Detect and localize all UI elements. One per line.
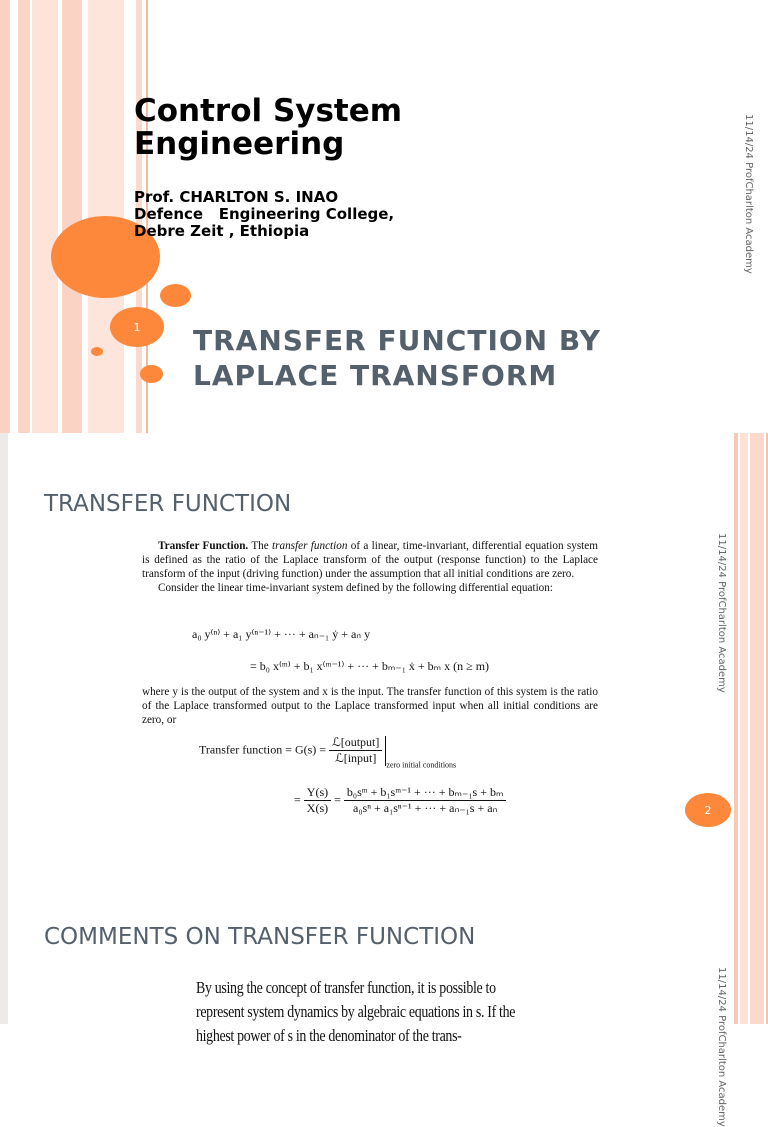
decor-circle	[140, 365, 163, 383]
tf-condition: zero initial conditions	[386, 760, 457, 770]
decor-stripe	[750, 433, 764, 866]
slide-heading: COMMENTS ON TRANSFER FUNCTION	[44, 924, 476, 950]
decor-stripe	[750, 866, 764, 1024]
textbook-excerpt-2	[142, 685, 598, 727]
author-location: Debre Zeit , Ethiopia	[134, 222, 310, 240]
decor-circle	[160, 284, 191, 307]
textbook-excerpt: By using the concept of transfer function, it is possible to represent system dynamics by algebraic equations in s. If the highest power of s in the denominator of the trans-	[196, 978, 516, 1045]
decor-stripe	[32, 0, 58, 433]
textbook-excerpt	[142, 539, 598, 595]
tf2-lhs-denominator: X(s)	[306, 801, 329, 815]
decor-stripe	[18, 0, 30, 433]
author-name: Prof. CHARLTON S. INAO	[134, 188, 339, 206]
definition-lead: Transfer Function.	[158, 540, 249, 552]
slide-footer-vertical: 11/14/24 ProfCharlton Academy	[716, 533, 727, 693]
presentation-title: Control System Engineering	[134, 93, 403, 162]
author-institution: Defence Engineering College,	[134, 205, 395, 223]
decor-stripe	[740, 433, 748, 866]
tf2-rhs-denominator: a₀sⁿ + a₁sⁿ⁻¹ + ··· + aₙ₋₁s + aₙ	[353, 801, 498, 815]
differential-equation-lhs: a₀ y⁽ⁿ⁾ + a₁ y⁽ⁿ⁻¹⁾ + ··· + aₙ₋₁ ẏ + aₙ y	[192, 627, 371, 641]
decor-circle	[91, 347, 103, 356]
definition-term: transfer function	[272, 540, 348, 552]
decor-stripe	[734, 433, 738, 866]
equation-intro: Consider the linear time-invariant system defined by the following differential equation:	[158, 582, 553, 594]
decor-stripe	[734, 866, 738, 1024]
transfer-function-definition	[199, 735, 456, 769]
presentation-subtitle: TRANSFER FUNCTION BY LAPLACE TRANSFORM	[193, 324, 601, 392]
tf2-lhs-fraction	[304, 785, 331, 816]
transfer-function-expansion	[294, 785, 506, 816]
definition-text: of a linear, time-invariant, differential equation system is defined as the ratio of the Laplace transform of the output (response function) to the Laplace transform of the input (driving function) under the assumption that all initial conditions are zero.	[142, 540, 598, 580]
definition-text-pre: The	[251, 540, 273, 552]
slide-1	[0, 0, 768, 433]
tf-numerator: ℒ[output]	[329, 735, 382, 751]
slide-left-bar	[0, 433, 8, 866]
slide-heading: TRANSFER FUNCTION	[44, 491, 292, 517]
tf2-rhs-fraction	[344, 785, 507, 816]
tf-fraction	[329, 735, 382, 766]
decor-stripe	[0, 0, 10, 433]
tf2-equals: =	[294, 792, 304, 807]
slide-footer-vertical: 11/14/24 ProfCharlton Academy	[716, 967, 727, 1127]
differential-equation-rhs: = b₀ x⁽ᵐ⁾ + b₁ x⁽ᵐ⁻¹⁾ + ··· + bₘ₋₁ ẋ + bₘ x (n ≥ m)	[250, 659, 490, 673]
decor-stripe	[62, 0, 82, 433]
slide-left-bar	[0, 866, 8, 1024]
tf-denominator: ℒ[input]	[335, 751, 377, 765]
slide-2	[0, 433, 768, 866]
tf2-equals-2: =	[331, 792, 344, 807]
tf-label: Transfer function = G(s) =	[199, 742, 330, 757]
tf2-rhs-numerator: b₀sᵐ + b₁sᵐ⁻¹ + ··· + bₘ₋₁s + bₘ	[344, 785, 507, 801]
slide-number-badge: 1	[110, 307, 164, 347]
transfer-function-description: where y is the output of the system and x is the input. The transfer function of this system is the ratio of the Laplace transformed output to the Laplace transformed input when all initial conditions are zero, or	[142, 686, 598, 726]
slide-number-badge: 2	[685, 793, 731, 827]
tf2-lhs-numerator: Y(s)	[304, 785, 331, 801]
slide-footer-vertical: 11/14/24 ProfCharlton Academy	[743, 114, 754, 274]
decor-stripe	[740, 866, 748, 1024]
author-block	[134, 189, 574, 240]
slide-3	[0, 866, 768, 1127]
